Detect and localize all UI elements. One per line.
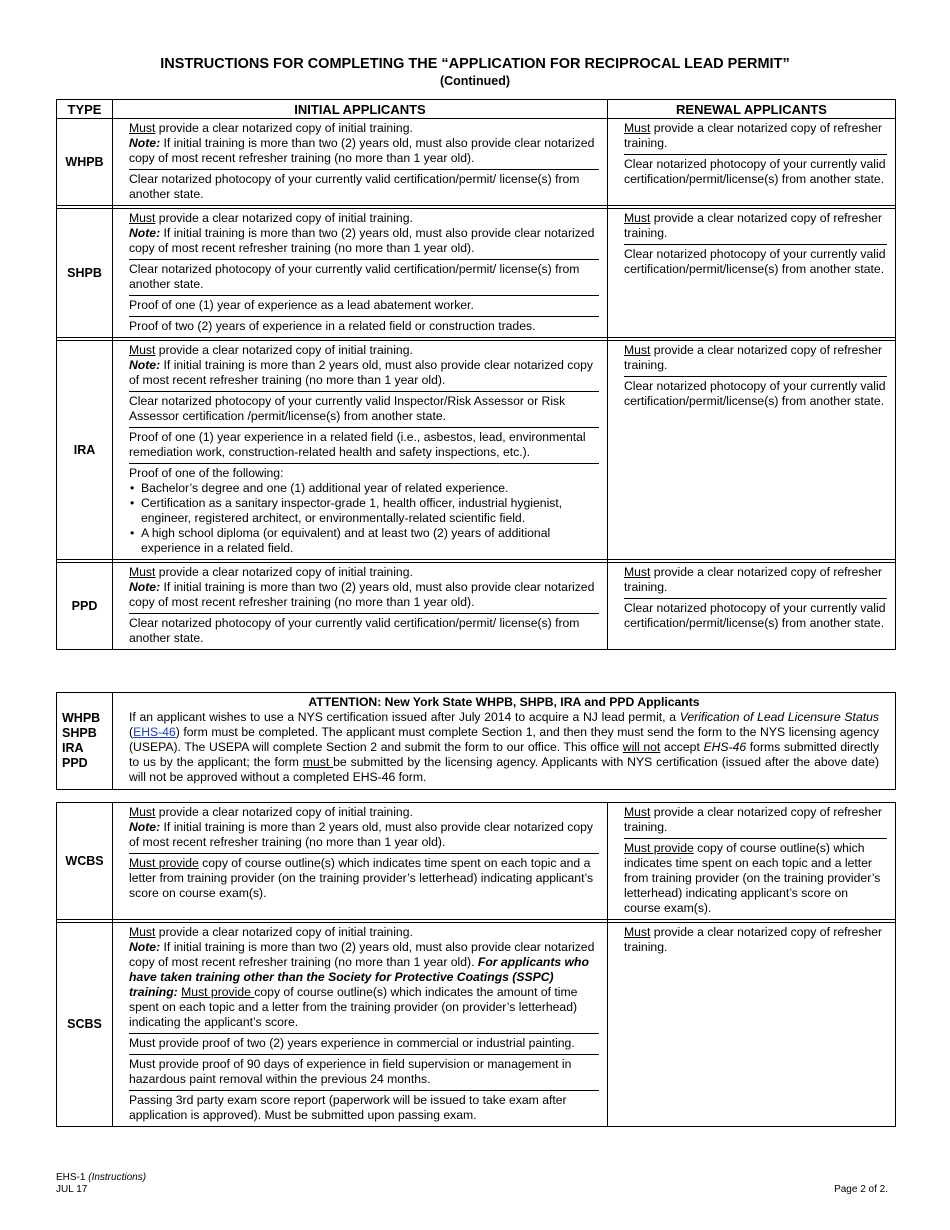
ppd-initial: Must provide a clear notarized copy of initial training. Note: If initial training is more than two (2) years old, must also provide clear notarized copy of most recent refresher training (no more than 1 year old). Clear notarized photocopy of your currently valid certification/permit/ license(s) from another state. — [113, 563, 608, 650]
page-number: Page 2 of 2. — [834, 1184, 888, 1195]
attention-body: If an applicant wishes to use a NYS certification issued after July 2014 to acquire a NJ lead permit, a Verification of Lead Licensure Status (EHS-46) form must be completed. The applicant must complete Section 1, and then they must send the form to the NYS licensing agency (USEPA). The USEPA will complete Section 2 and submit the form to our office. This office will not accept EHS-46 forms submitted directly to us by the applicant; the form must be submitted by the licensing agency. Applicants with NYS certification (issued after the above date) will not be approved without a completed EHS-46 form. — [129, 710, 879, 784]
bridge-table — [56, 802, 896, 1127]
whpb-renewal: Must provide a clear notarized copy of refresher training. Clear notarized photocopy of your currently valid certification/permit/license(s) from another state. — [608, 119, 896, 206]
col-header-type: TYPE — [57, 100, 113, 119]
row-wcbs — [57, 803, 896, 920]
col-header-renewal: RENEWAL APPLICANTS — [608, 100, 896, 119]
scbs-initial: Must provide a clear notarized copy of initial training. Note: If initial training is more than two (2) years old, must also provide clear notarized copy of most recent refresher training (no more than 1 year old). For applicants who have taken training other than the Society for Protective Coatings (SSPC) training: Must provide copy of course outline(s) which indicates the amount of time spent on each topic and a letter from the training provider (on provider’s letterhead) indicating the applicant’s score. Must provide proof of two (2) years experience in commercial or industrial painting. Must provide proof of 90 days of experience in field supervision or management in hazardous paint removal within the previous 24 months. Passing 3rd party exam score report (paperwork will be issued to take exam after application is approved). Must be submitted upon passing exam. — [113, 923, 608, 1127]
type-scbs: SCBS — [57, 923, 113, 1127]
row-scbs — [57, 923, 896, 1127]
wcbs-initial: Must provide a clear notarized copy of initial training. Note: If initial training is more than 2 years old, must also provide clear notarized copy of most recent refresher training (no more than 1 year old). Must provide copy of course outline(s) which indicates time spent on each topic and a letter from training provider (on the training provider’s letterhead) indicating applicant’s score on course exam(s). — [113, 803, 608, 920]
ira-options-list — [129, 481, 599, 556]
page-subtitle: (Continued) — [439, 74, 511, 88]
ira-initial: Must provide a clear notarized copy of initial training. Note: If initial training is more than 2 years old, must also provide clear notarized copy of most recent refresher training (no more than 1 year old). Clear notarized photocopy of your currently valid Inspector/Risk Assessor or Risk Assessor certification /permit/license(s) from another state. Proof of one (1) year experience in a related field (i.e., asbestos, lead, environmental remediation work, construction-related health and safety inspections, etc.). Proof of one of the following: • Bachelor’s degree and one (1) additional year of related experience. • Certification as a sanitary inspector-grade 1, health officer, industrial hygienist, engineer, registered architect, or environmentally-related scientific field. • A high school diploma (or equivalent) and at least two (2) years of additional experience in a related field. — [113, 341, 608, 560]
type-whpb: WHPB — [57, 119, 113, 206]
list-item: • Certification as a sanitary inspector-grade 1, health officer, industrial hygienist, engineer, registered architect, or environmentally-related scientific field. — [129, 496, 599, 526]
requirements-table — [56, 99, 896, 650]
type-wcbs: WCBS — [57, 803, 113, 920]
type-ira: IRA — [57, 341, 113, 560]
shpb-renewal: Must provide a clear notarized copy of refresher training. Clear notarized photocopy of your currently valid certification/permit/license(s) from another state. — [608, 209, 896, 338]
list-item: • Bachelor’s degree and one (1) additional year of related experience. — [129, 481, 599, 496]
wcbs-renewal: Must provide a clear notarized copy of refresher training. Must provide copy of course outline(s) which indicates time spent on each topic and a letter from training provider (on the training provider’s letterhead) indicating applicant’s score on course exam(s). — [608, 803, 896, 920]
page-title: INSTRUCTIONS FOR COMPLETING THE “APPLICATION FOR RECIPROCAL LEAD PERMIT” — [160, 56, 790, 72]
row-ira — [57, 341, 896, 560]
row-ppd — [57, 563, 896, 650]
ehs-46-link[interactable]: EHS-46 — [133, 725, 176, 739]
list-item: • A high school diploma (or equivalent) and at least two (2) years of additional experience in a related field. — [129, 526, 599, 556]
attention-types: WHPB SHPB IRA PPD — [57, 693, 113, 790]
scbs-renewal: Must provide a clear notarized copy of refresher training. — [608, 923, 896, 1127]
type-ppd: PPD — [57, 563, 113, 650]
row-shpb — [57, 209, 896, 338]
ppd-renewal: Must provide a clear notarized copy of refresher training. Clear notarized photocopy of your currently valid certification/permit/license(s) from another state. — [608, 563, 896, 650]
col-header-initial: INITIAL APPLICANTS — [113, 100, 608, 119]
shpb-initial: Must provide a clear notarized copy of initial training. Note: If initial training is more than two (2) years old, must also provide clear notarized copy of most recent refresher training (no more than 1 year old). Clear notarized photocopy of your currently valid certification/permit/ license(s) from another state. Proof of one (1) year of experience as a lead abatement worker. Proof of two (2) years of experience in a related field or construction trades. — [113, 209, 608, 338]
ira-renewal: Must provide a clear notarized copy of refresher training. Clear notarized photocopy of your currently valid certification/permit/license(s) from another state. — [608, 341, 896, 560]
attention-title: ATTENTION: New York State WHPB, SHPB, IRA and PPD Applicants — [308, 695, 700, 709]
attention-content — [113, 693, 896, 790]
header-row — [57, 100, 896, 119]
type-shpb: SHPB — [57, 209, 113, 338]
attention-box — [56, 692, 896, 790]
whpb-initial: Must provide a clear notarized copy of initial training. Note: If initial training is more than two (2) years old, must also provide clear notarized copy of most recent refresher training (no more than 1 year old). Clear notarized photocopy of your currently valid certification/permit/ license(s) from another state. — [113, 119, 608, 206]
form-id: EHS-1 (Instructions) JUL 17 — [56, 1172, 147, 1195]
row-whpb — [57, 119, 896, 206]
